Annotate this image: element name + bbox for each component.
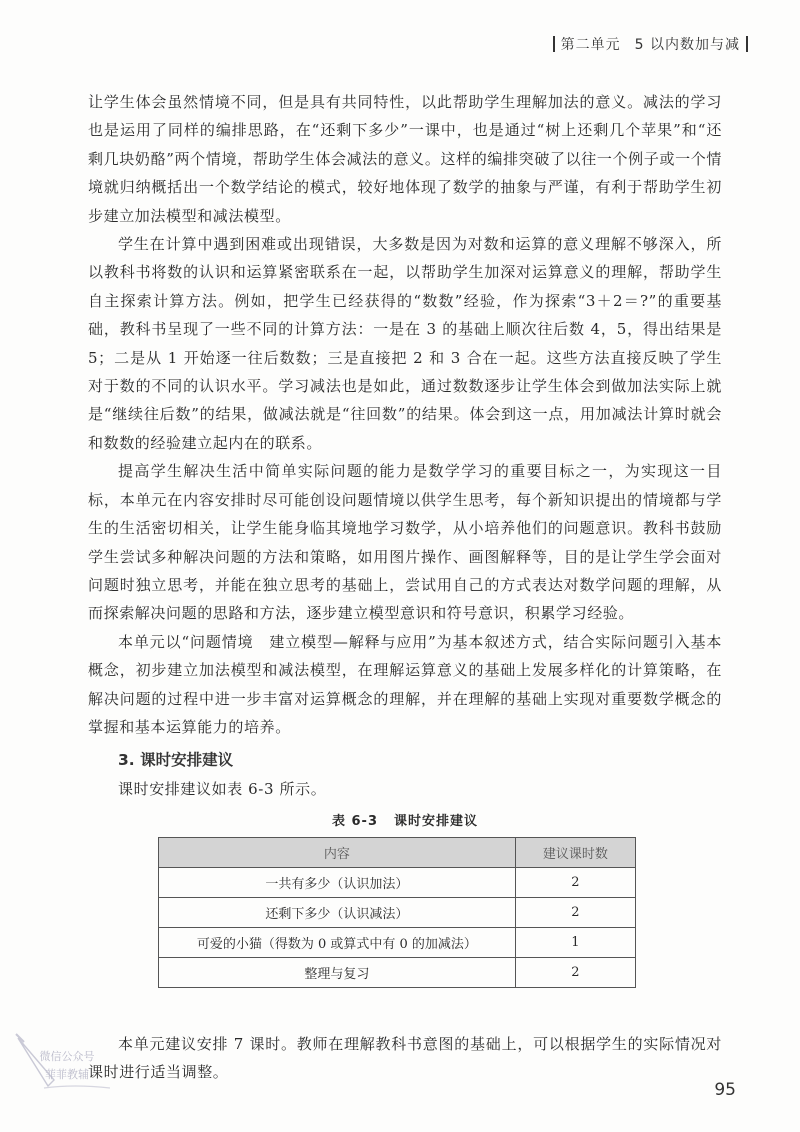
watermark-line1: 微信公众号 <box>39 1050 95 1063</box>
closing-paragraph: 本单元建议安排 7 课时。教师在理解教科书意图的基础上，可以根据学生的实际情况对课时进行适当调整。 <box>88 1034 722 1082</box>
running-header <box>547 34 754 54</box>
header-unit: 第二单元 <box>560 37 621 53</box>
table-row <box>159 867 636 897</box>
paragraph: 提高学生解决生活中简单实际问题的能力是数学学习的重要目标之一，为实现这一目标，本单元在内容安排时尽可能创设问题情境以供学生思考，每个新知识提出的情境都与学生的生活密切相关，让学生能身临其境地学习数学，从小培养他们的问题意识。教科书鼓励学生尝试多种解决问题的方法和策略，如用图片操作、画图解释等，目的是让学生学会面对问题时独立思考，并能在独立思考的基础上，尝试用自己的方式表达对数学问题的理解，从而探索解决问题的思路和方法，逐步建立模型意识和符号意识，积累学习经验。 <box>88 462 722 623</box>
table-cell-hours: 2 <box>515 867 635 897</box>
watermark <box>14 1030 114 1092</box>
table-cell-content: 还剩下多少（认识减法） <box>159 897 516 927</box>
header-bar-right <box>746 36 748 52</box>
main-content <box>88 88 722 1087</box>
table-caption-title: 课时安排建议 <box>394 813 479 829</box>
paragraph: 让学生体会虽然情境不同，但是具有共同特性，以此帮助学生理解加法的意义。减法的学习也是运用了同样的编排思路，在“还剩下多少”一课中，也是通过“树上还剩几个苹果”和“还剩几块奶酪”两个情境，帮助学生体会减法的意义。这样的编排突破了以往一个例子或一个情境就归纳概括出一个数学结论的模式，较好地体现了数学的抽象与严谨，有利于帮助学生初步建立加法模型和减法模型。 <box>88 93 722 225</box>
section-intro: 课时安排建议如表 6-3 所示。 <box>118 780 327 799</box>
table-header-row <box>159 837 636 867</box>
table-caption-number: 表 6-3 <box>331 813 378 829</box>
header-bar-left <box>553 36 555 52</box>
table-header-content: 内容 <box>159 837 516 867</box>
table-row <box>159 927 636 957</box>
table-row <box>159 897 636 927</box>
table-cell-content: 整理与复习 <box>159 957 516 987</box>
table-cell-hours: 1 <box>515 927 635 957</box>
paragraph: 本单元以“问题情境 建立模型—解释与应用”为基本叙述方式，结合实际问题引入基本概念，初步建立加法模型和减法模型，在理解运算意义的基础上发展多样化的计算策略，在解决问题的过程中进一步丰富对运算概念的理解，并在理解的基础上实现对重要数学概念的掌握和基本运算能力的培养。 <box>88 632 722 736</box>
table-caption <box>88 810 722 829</box>
table-cell-content: 一共有多少（认识加法） <box>159 867 516 897</box>
header-title: 5 以内数加与减 <box>634 37 740 53</box>
paragraph: 学生在计算中遇到困难或出现错误，大多数是因为对数和运算的意义理解不够深入，所以教科书将数的认识和运算紧密联系在一起，以帮助学生加深对运算意义的理解，帮助学生自主探索计算方法。例如，把学生已经获得的“数数”经验，作为探索“3＋2＝?”的重要基础，教科书呈现了一些不同的计算方法：一是在 3 的基础上顺次往后数 4，5，得出结果是 5；二是从 1 开始逐一往后数数；三是直接把 2 和 3 合在一起。这些方法直接反映了学生对于数的不同的认识水平。学习减法也是如此，通过数数逐步让学生体会到做加法实际上就是“继续往后数”的结果，做减法就是“往回数”的结果。体会到这一点，用加减法计算时就会和数数的经验建立起内在的联系。 <box>88 235 722 452</box>
watermark-line2: 菲菲教辅 <box>45 1068 89 1081</box>
table-header-hours: 建议课时数 <box>515 837 635 867</box>
table-cell-hours: 2 <box>515 897 635 927</box>
schedule-table <box>158 837 636 988</box>
section-heading: 3. 课时安排建议 <box>118 751 234 770</box>
table-cell-content: 可爱的小猫（得数为 0 或算式中有 0 的加减法） <box>159 927 516 957</box>
page-number: 95 <box>714 1080 736 1100</box>
table-cell-hours: 2 <box>515 957 635 987</box>
table-row <box>159 957 636 987</box>
